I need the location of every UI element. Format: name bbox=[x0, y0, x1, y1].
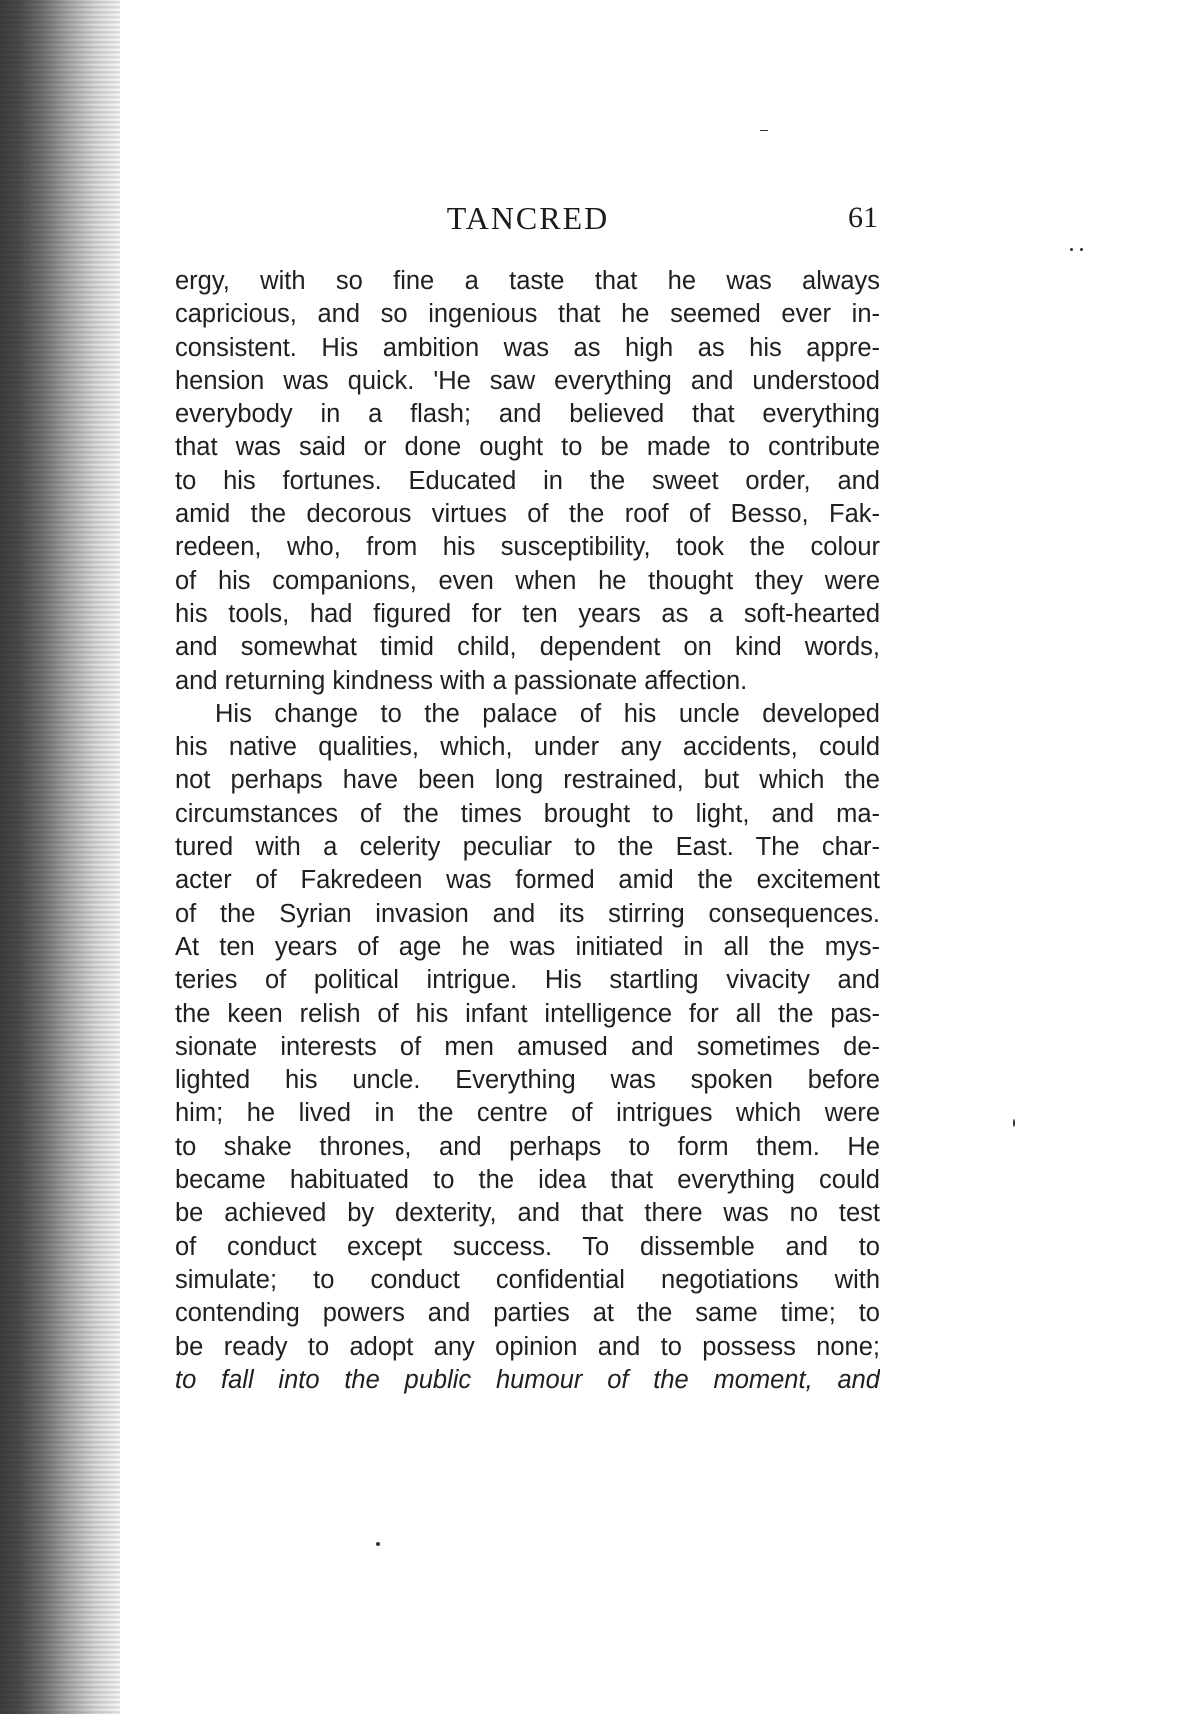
running-title: TANCRED bbox=[446, 200, 610, 236]
text-line: to fall into the public humour of the moment, and bbox=[175, 1365, 880, 1394]
text-line: not perhaps have been long restrained, but which the bbox=[175, 766, 880, 795]
text-line: At ten years of age he was initiated in all the mys- bbox=[175, 932, 880, 961]
text-line: his native qualities, which, under any accidents, could bbox=[175, 733, 880, 762]
print-speck bbox=[760, 130, 768, 131]
text-line: capricious, and so ingenious that he seemed ever in- bbox=[175, 300, 880, 329]
print-speck bbox=[1080, 248, 1083, 251]
gutter-mark bbox=[24, 150, 27, 290]
text-line: his tools, had figured for ten years as a soft-hearted bbox=[175, 599, 880, 628]
text-line: hension was quick. 'He saw everything and understood bbox=[175, 366, 880, 395]
text-line: him; he lived in the centre of intrigues which were bbox=[175, 1099, 880, 1128]
text-line: circumstances of the times brought to light, and ma- bbox=[175, 799, 880, 828]
running-head bbox=[178, 198, 878, 238]
text-line: of the Syrian invasion and its stirring consequences. bbox=[175, 899, 880, 928]
body-text bbox=[175, 265, 880, 1397]
text-line: of conduct except success. To dissemble and to bbox=[175, 1232, 880, 1261]
print-speck bbox=[376, 1542, 380, 1546]
binding-gutter-shadow bbox=[0, 0, 120, 1714]
text-line: to his fortunes. Educated in the sweet order, and bbox=[175, 466, 880, 495]
text-line: tured with a celerity peculiar to the East. The char- bbox=[175, 833, 880, 862]
text-line: the keen relish of his infant intelligence for all the pas- bbox=[175, 999, 880, 1028]
paragraph-end-line: and returning kindness with a passionate affection. bbox=[175, 666, 748, 695]
text-line: ergy, with so fine a taste that he was always bbox=[175, 267, 880, 295]
text-line: became habituated to the idea that everything could bbox=[175, 1166, 880, 1195]
text-line: amid the decorous virtues of the roof of Besso, Fak- bbox=[175, 500, 880, 529]
text-line: simulate; to conduct confidential negotiations with bbox=[175, 1265, 880, 1294]
text-line: that was said or done ought to be made to contribute bbox=[175, 433, 880, 462]
text-line: be achieved by dexterity, and that there was no test bbox=[175, 1199, 880, 1228]
page-number: 61 bbox=[848, 201, 878, 234]
text-line: sionate interests of men amused and sometimes de- bbox=[175, 1032, 880, 1061]
text-line: consistent. His ambition was as high as his appre- bbox=[175, 333, 880, 362]
text-line: acter of Fakredeen was formed amid the excitement bbox=[175, 866, 880, 895]
text-line: to shake thrones, and perhaps to form them. He bbox=[175, 1132, 880, 1161]
text-line: contending powers and parties at the same time; to bbox=[175, 1299, 880, 1328]
print-speck bbox=[1013, 1119, 1015, 1127]
text-line: redeen, who, from his susceptibility, took the colour bbox=[175, 533, 880, 562]
text-line: everybody in a flash; and believed that everything bbox=[175, 400, 880, 429]
text-line: and somewhat timid child, dependent on kind words, bbox=[175, 633, 880, 662]
text-line: be ready to adopt any opinion and to possess none; bbox=[175, 1332, 880, 1361]
text-line: teries of political intrigue. His startling vivacity and bbox=[175, 966, 880, 995]
print-speck bbox=[1070, 248, 1073, 251]
text-line: lighted his uncle. Everything was spoken before bbox=[175, 1066, 880, 1095]
paragraph-start-line: His change to the palace of his uncle developed bbox=[215, 699, 880, 728]
text-line: of his companions, even when he thought they were bbox=[175, 566, 880, 595]
